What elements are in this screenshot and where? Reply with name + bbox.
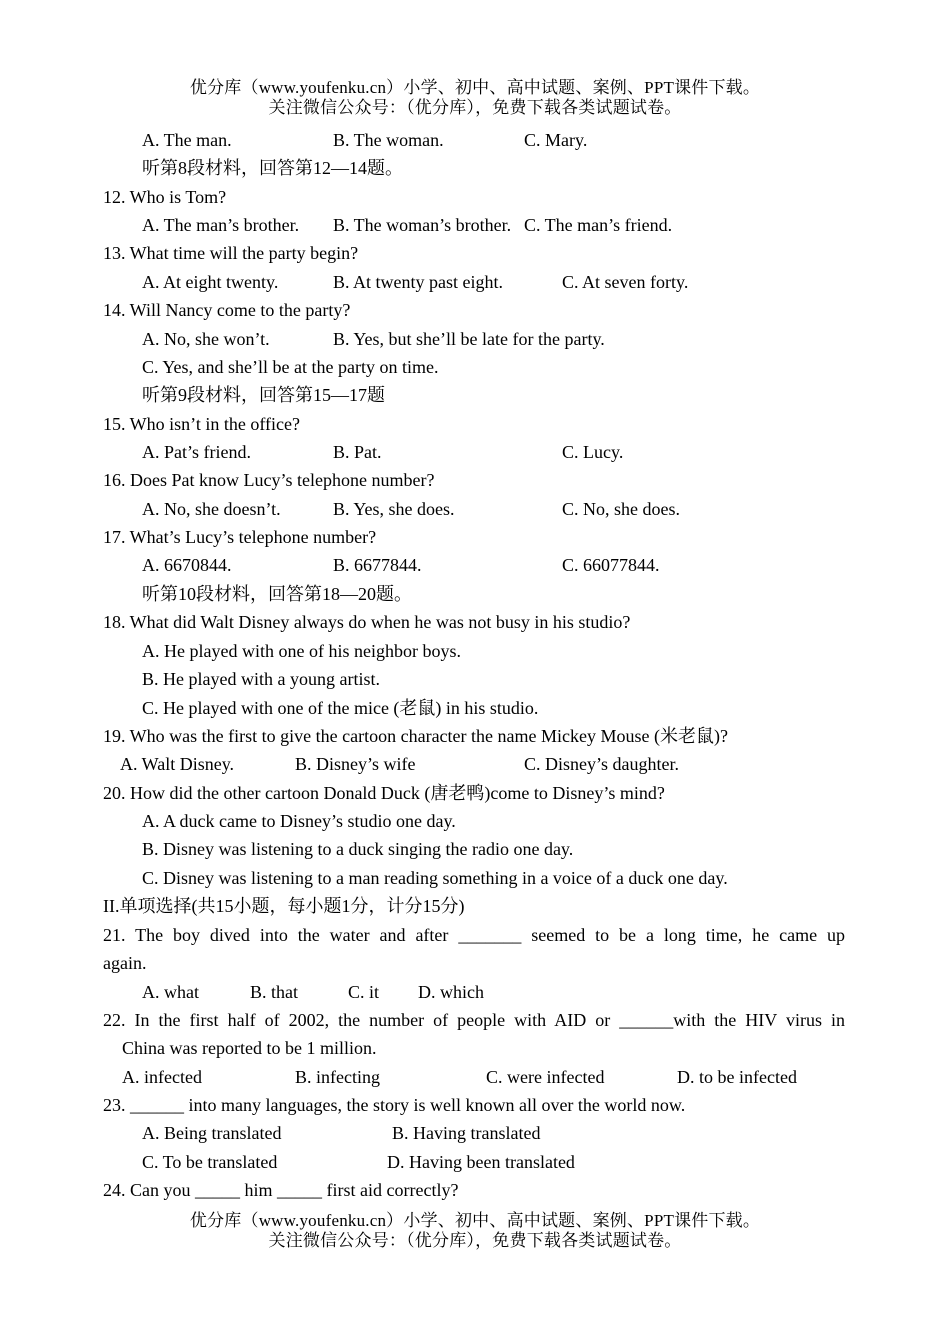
q15-option-b: B. Pat. xyxy=(333,442,382,462)
q17-option-b: B. 6677844. xyxy=(333,555,422,575)
q21-option-b: B. that xyxy=(250,982,298,1002)
q18-option-c: C. He played with one of the mice (老鼠) in his studio. xyxy=(142,698,539,718)
q15-question: 15. Who isn’t in the office? xyxy=(103,414,300,434)
q22-question-line-1: 22. In the first half of 2002, the number of people with AID or ______with the HIV virus in xyxy=(103,1010,845,1030)
q22-option-d: D. to be infected xyxy=(677,1067,797,1087)
q18-option-a: A. He played with one of his neighbor boys. xyxy=(142,641,461,661)
q13-option-a: A. At eight twenty. xyxy=(142,272,279,292)
q17-option-c: C. 66077844. xyxy=(562,555,660,575)
q23-option-c: C. To be translated xyxy=(142,1152,278,1172)
q14-option-a: A. No, she won’t. xyxy=(142,329,270,349)
q24-question: 24. Can you _____ him _____ first aid correctly? xyxy=(103,1180,459,1200)
q16-option-a: A. No, she doesn’t. xyxy=(142,499,281,519)
q18-question: 18. What did Walt Disney always do when he was not busy in his studio? xyxy=(103,612,631,632)
q15-option-c: C. Lucy. xyxy=(562,442,624,462)
footer-line-1: 优分库（www.youfenku.cn）小学、初中、高中试题、案例、PPT课件下载。 xyxy=(189,1211,761,1230)
q21-option-a: A. what xyxy=(142,982,199,1002)
section-8-instruction: 听第8段材料，回答第12—14题。 xyxy=(142,158,403,178)
q12-option-a: A. The man’s brother. xyxy=(142,215,300,235)
q21-option-c: C. it xyxy=(348,982,380,1002)
q19-option-b: B. Disney’s wife xyxy=(295,754,416,774)
q19-option-c: C. Disney’s daughter. xyxy=(524,754,679,774)
q20-question: 20. How did the other cartoon Donald Duck (唐老鸭)come to Disney’s mind? xyxy=(103,783,665,803)
q22-option-c: C. were infected xyxy=(486,1067,605,1087)
q15-option-a: A. Pat’s friend. xyxy=(142,442,251,462)
q23-option-b: B. Having translated xyxy=(392,1123,541,1143)
q16-question: 16. Does Pat know Lucy’s telephone number? xyxy=(103,470,435,490)
q17-question: 17. What’s Lucy’s telephone number? xyxy=(103,527,377,547)
q12-option-c: C. The man’s friend. xyxy=(524,215,673,235)
q19-question: 19. Who was the first to give the cartoon character the name Mickey Mouse (米老鼠)? xyxy=(103,726,728,746)
q22-option-b: B. infecting xyxy=(295,1067,380,1087)
q20-option-a: A. A duck came to Disney’s studio one day. xyxy=(142,811,456,831)
q14-option-b: B. Yes, but she’ll be late for the party. xyxy=(333,329,605,349)
q20-option-b: B. Disney was listening to a duck singing the radio one day. xyxy=(142,839,574,859)
q12-option-b: B. The woman’s brother. xyxy=(333,215,512,235)
q14-question: 14. Will Nancy come to the party? xyxy=(103,300,351,320)
header-line-1: 优分库（www.youfenku.cn）小学、初中、高中试题、案例、PPT课件下载。 xyxy=(189,78,761,97)
q18-option-b: B. He played with a young artist. xyxy=(142,669,380,689)
q22-option-a: A. infected xyxy=(122,1067,202,1087)
q17-option-a: A. 6670844. xyxy=(142,555,232,575)
q23-question: 23. ______ into many languages, the story is well known all over the world now. xyxy=(103,1095,686,1115)
q13-option-c: C. At seven forty. xyxy=(562,272,689,292)
footer-line-2: 关注微信公众号：（优分库），免费下载各类试题试卷。 xyxy=(268,1231,682,1250)
q16-option-b: B. Yes, she does. xyxy=(333,499,455,519)
q19-option-a: A. Walt Disney. xyxy=(120,754,235,774)
header-line-2: 关注微信公众号：（优分库），免费下载各类试题试卷。 xyxy=(268,98,682,117)
q12-question: 12. Who is Tom? xyxy=(103,187,227,207)
q21-question-line-2: again. xyxy=(103,953,147,973)
q21-question-line-1: 21. The boy dived into the water and after _______ seemed to be a long time, he came up xyxy=(103,925,845,945)
q11-option-c: C. Mary. xyxy=(524,130,588,150)
q14-option-c: C. Yes, and she’ll be at the party on time. xyxy=(142,357,439,377)
q16-option-c: C. No, she does. xyxy=(562,499,680,519)
part-2-heading: II.单项选择(共15小题，每小题1分，计分15分) xyxy=(103,896,465,916)
q11-option-a: A. The man. xyxy=(142,130,232,150)
q13-question: 13. What time will the party begin? xyxy=(103,243,359,263)
q22-question-line-2: China was reported to be 1 million. xyxy=(122,1038,377,1058)
section-9-instruction: 听第9段材料，回答第15—17题 xyxy=(142,385,385,405)
q23-option-d: D. Having been translated xyxy=(387,1152,575,1172)
section-10-instruction: 听第10段材料，回答第18—20题。 xyxy=(142,584,412,604)
q11-option-b: B. The woman. xyxy=(333,130,444,150)
q20-option-c: C. Disney was listening to a man reading something in a voice of a duck one day. xyxy=(142,868,728,888)
q23-option-a: A. Being translated xyxy=(142,1123,282,1143)
q21-option-d: D. which xyxy=(418,982,484,1002)
q13-option-b: B. At twenty past eight. xyxy=(333,272,503,292)
